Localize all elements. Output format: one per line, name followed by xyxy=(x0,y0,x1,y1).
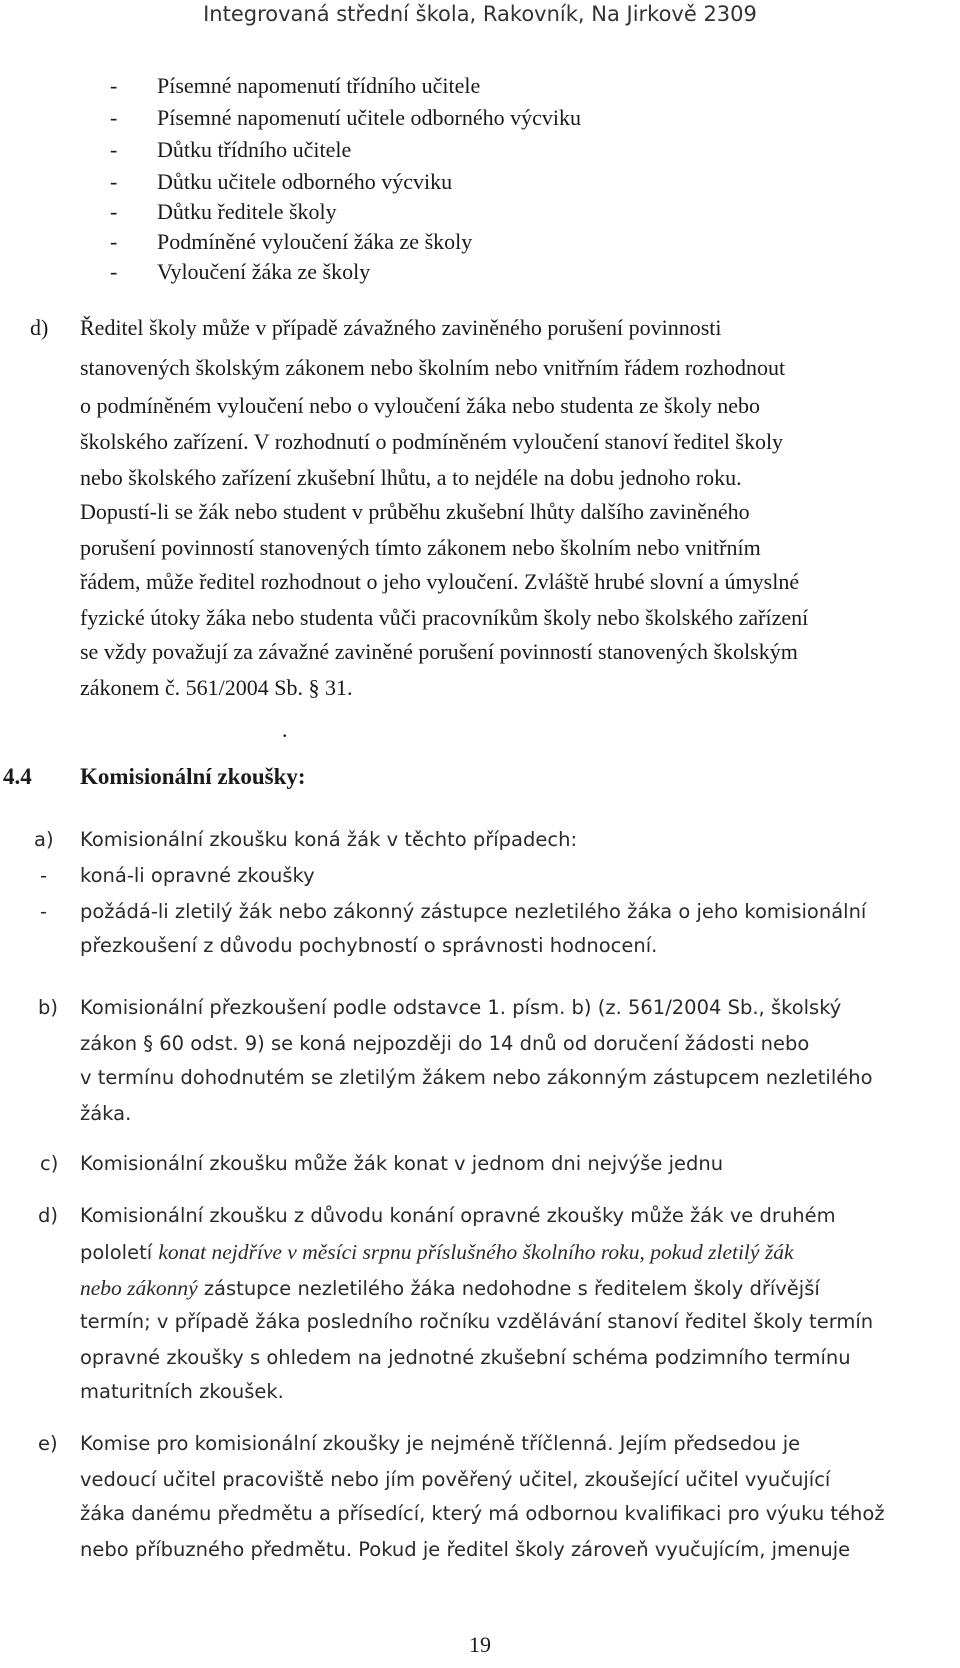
item-label: c) xyxy=(40,1152,59,1175)
item-label: b) xyxy=(38,996,58,1019)
paragraph-line: porušení povinností stanovených tímto zákonem nebo školním nebo vnitřním xyxy=(80,535,761,560)
paragraph-line: Dopustí-li se žák nebo student v průběhu zkušební lhůty dalšího zaviněného xyxy=(80,499,750,524)
item-line: žáka danému předmětu a přísedící, který má odbornou kvalifikaci pro výuku téhož xyxy=(80,1502,885,1525)
list-item: Písemné napomenutí třídního učitele xyxy=(157,73,481,98)
normal-text: pololetí xyxy=(80,1241,159,1264)
paragraph-line: Ředitel školy může v případě závažného zaviněného porušení povinnosti xyxy=(80,315,722,340)
list-dash: - xyxy=(40,864,48,887)
item-line: vedoucí učitel pracoviště nebo jím pověřený učitel, zkoušející učitel vyučující xyxy=(80,1468,831,1491)
paragraph-line: se vždy považují za závažné zaviněné porušení povinností stanovených školským xyxy=(80,639,798,664)
list-dash: - xyxy=(110,169,118,194)
item-line: opravné zkoušky s ohledem na jednotné zkušební schéma podzimního termínu xyxy=(80,1346,851,1369)
stray-dot: . xyxy=(282,717,288,742)
paragraph-line: fyzické útoky žáka nebo studenta vůči pracovníkům školy nebo školského zařízení xyxy=(80,605,809,630)
item-line: zákon § 60 odst. 9) se koná nejpozději do 14 dnů od doručení žádosti nebo xyxy=(80,1032,810,1055)
item-label: d) xyxy=(30,315,49,340)
item-label: e) xyxy=(38,1432,58,1455)
list-item: Písemné napomenutí učitele odborného výcviku xyxy=(157,105,582,130)
subitem-line: požádá-li zletilý žák nebo zákonný zástupce nezletilého žáka o jeho komisionální xyxy=(80,900,867,923)
paragraph-line: řádem, může ředitel rozhodnout o jeho vyloučení. Zvláště hrubé slovní a úmyslné xyxy=(80,569,800,594)
section-title: Komisionální zkoušky: xyxy=(80,764,306,789)
list-dash: - xyxy=(110,259,118,284)
item-line: Komise pro komisionální zkoušky je nejméně tříčlenná. Jejím předsedou je xyxy=(80,1432,801,1455)
item-line: žáka. xyxy=(80,1102,132,1125)
item-line: Komisionální zkoušku může žák konat v jednom dni nejvýše jednu xyxy=(80,1152,724,1175)
item-line: Komisionální zkoušku koná žák v těchto případech: xyxy=(80,828,578,851)
paragraph-line: nebo školského zařízení zkušební lhůtu, a to nejdéle na dobu jednoho roku. xyxy=(80,465,742,490)
subitem-line: přezkoušení z důvodu pochybností o správnosti hodnocení. xyxy=(80,934,658,957)
paragraph-line: zákonem č. 561/2004 Sb. § 31. xyxy=(80,675,353,700)
paragraph-line: stanovených školským zákonem nebo školním nebo vnitřním řádem rozhodnout xyxy=(80,355,786,380)
list-dash: - xyxy=(110,137,118,162)
item-line: maturitních zkoušek. xyxy=(80,1380,284,1403)
item-line: nebo příbuzného předmětu. Pokud je ředitel školy zároveň vyučujícím, jmenuje xyxy=(80,1538,851,1561)
item-line-mixed xyxy=(80,1238,794,1267)
page-number: 19 xyxy=(469,1632,491,1657)
paragraph-line: o podmíněném vyloučení nebo o vyloučení žáka nebo studenta ze školy nebo xyxy=(80,393,760,418)
list-dash: - xyxy=(40,900,48,923)
list-dash: - xyxy=(110,105,118,130)
item-line: Komisionální přezkoušení podle odstavce 1. písm. b) (z. 561/2004 Sb., školský xyxy=(80,996,842,1019)
list-dash: - xyxy=(110,73,118,98)
item-line: v termínu dohodnutém se zletilým žákem nebo zákonným zástupcem nezletilého xyxy=(80,1066,873,1089)
subitem-line: koná-li opravné zkoušky xyxy=(80,864,315,887)
list-dash: - xyxy=(110,199,118,224)
normal-text: zástupce nezletilého žáka nedohodne s ředitelem školy dřívější xyxy=(197,1277,820,1300)
italic-text: nebo zákonný xyxy=(80,1276,198,1300)
list-item: Podmíněné vyloučení žáka ze školy xyxy=(157,229,473,254)
page-header: Integrovaná střední škola, Rakovník, Na Jirkově 2309 xyxy=(203,2,757,26)
list-item: Důtku učitele odborného výcviku xyxy=(157,169,453,194)
item-label: d) xyxy=(38,1204,58,1227)
section-number: 4.4 xyxy=(3,764,32,789)
item-line: termín; v případě žáka posledního ročníku vzdělávání stanoví ředitel školy termín xyxy=(80,1310,874,1333)
list-item: Důtku třídního učitele xyxy=(157,137,352,162)
item-line-mixed xyxy=(80,1274,820,1303)
list-item: Vyloučení žáka ze školy xyxy=(157,259,371,284)
italic-text: konat nejdříve v měsíci srpnu příslušného školního roku, pokud zletilý žák xyxy=(158,1240,794,1264)
list-item: Důtku ředitele školy xyxy=(157,199,337,224)
list-dash: - xyxy=(110,229,118,254)
item-line: Komisionální zkoušku z důvodu konání opravné zkoušky může žák ve druhém xyxy=(80,1204,836,1227)
paragraph-line: školského zařízení. V rozhodnutí o podmíněném vyloučení stanoví ředitel školy xyxy=(80,429,784,454)
item-label: a) xyxy=(34,828,54,851)
